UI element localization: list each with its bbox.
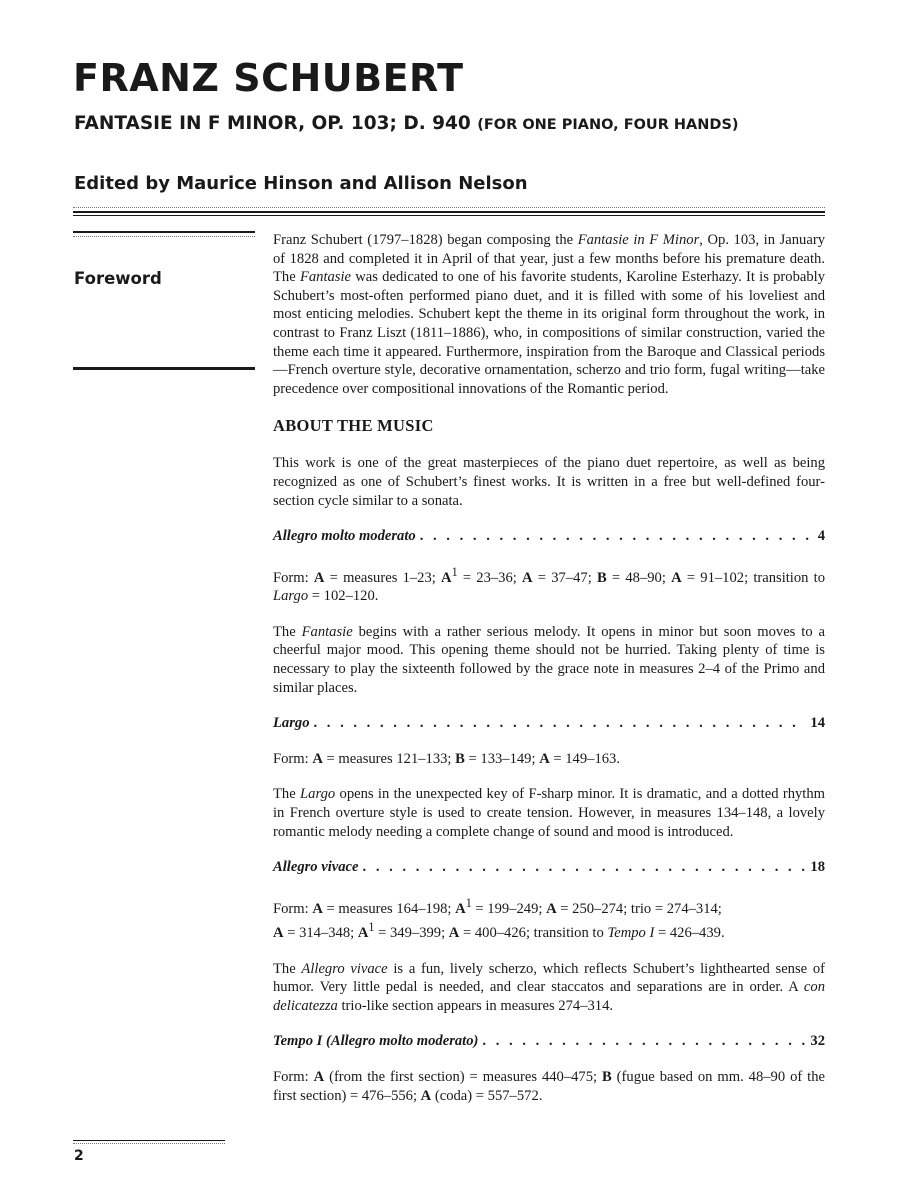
leader-dots xyxy=(363,858,807,877)
section-page: 14 xyxy=(810,715,825,732)
work-subtitle: (FOR ONE PIANO, FOUR HANDS) xyxy=(477,117,739,133)
section-entry xyxy=(273,714,825,733)
section-title: Tempo I (Allegro molto moderato) xyxy=(273,1033,479,1050)
work-title-main: FANTASIE IN F MINOR, OP. 103; D. 940 xyxy=(74,113,471,134)
footer-dotted-rule xyxy=(73,1143,225,1144)
section-form: Form: A = measures 164–198; $A^1 = 199-249$; A = 250–274; trio = 274–314; A = 314–348; $A^1 = 349-399$; A = 400–426; transition to Tempo I = 426–439. xyxy=(273,895,725,942)
header-rule-thick xyxy=(73,211,825,213)
leader-dots xyxy=(313,714,806,733)
editors-line: Edited by Maurice Hinson and Allison Nelson xyxy=(74,173,528,194)
section-description: The Allegro vivace is a fun, lively scherzo, which reflects Schubert’s lighthearted sense of humor. Very little pedal is needed, and clear staccatos and separations are in order. A con delicatezza trio-like section appears in measures 274–314. xyxy=(273,960,825,1014)
header-dotted-rule xyxy=(73,207,825,208)
section-form: Form: A = measures 1–23; $A^1 = 23-36$; A = 37–47; B = 48–90; A = 91–102; transition to Largo = 102–120. xyxy=(273,564,826,605)
sidebar-rule-top xyxy=(73,231,255,233)
page-number: 2 xyxy=(74,1148,84,1164)
section-entry xyxy=(273,527,825,546)
header-rule-thin xyxy=(73,215,825,216)
main-content xyxy=(273,231,825,1105)
footer-rule xyxy=(73,1140,225,1141)
section-page: 4 xyxy=(817,528,825,545)
section-description: The Largo opens in the unexpected key of F-sharp minor. It is dramatic, and a dotted rhythm in French overture style is used to create tension. However, in measures 134–148, a lovely romantic melody needing a complete change of sound and mood is introduced. xyxy=(273,786,825,840)
sidebar-label-foreword: Foreword xyxy=(74,269,162,288)
leader-dots xyxy=(420,527,814,546)
sidebar-dotted-rule xyxy=(73,236,255,237)
section-form: Form: A = measures 121–133; B = 133–149; A = 149–163. xyxy=(273,750,620,767)
section-description: The Fantasie begins with a rather serious melody. It opens in minor but soon moves to a cheerful major mood. This opening theme should not be hurried. Taking plenty of time is necessary to play the sixteenth followed by the grace note in measures 2–4 of the Primo and similar places. xyxy=(273,623,826,696)
section-title: Largo xyxy=(273,715,310,732)
section-form: Form: A (from the first section) = measures 440–475; B (fugue based on mm. 48–90 of the first section) = 476–556; A (coda) = 557–572. xyxy=(273,1068,825,1104)
composer-title: FRANZ SCHUBERT xyxy=(73,56,464,100)
foreword-paragraph: Franz Schubert (1797–1828) began composing the Fantasie in F Minor, Op. 103, in January of 1828 and completed it in April of that year, just a few months before his premature death. The Fantasie was dedicated to one of his favorite students, Karoline Esterhazy. It is probably Schubert’s most-often performed piano duet, and it is filled with some of his loveliest and most enticing melodies. Schubert kept the theme in its original form throughout the work, in contrast to Franz Liszt (1811–1886), who, in compositions of similar construction, varied the theme each time it appeared. Furthermore, inspiration from the Baroque and Classical periods—French overture style, decorative ornamentation, scherzo and trio form, fugal writing—take precedence over compositional innovations of the Romantic period. xyxy=(273,232,825,397)
section-page: 32 xyxy=(810,1033,825,1050)
section-page: 18 xyxy=(810,859,825,876)
about-heading: ABOUT THE MUSIC xyxy=(273,416,434,436)
section-title: Allegro vivace xyxy=(273,859,359,876)
section-entry xyxy=(273,858,825,877)
work-title xyxy=(74,112,739,137)
section-title: Allegro molto moderato xyxy=(273,528,416,545)
leader-dots xyxy=(482,1032,806,1051)
section-entry xyxy=(273,1032,825,1051)
about-intro: This work is one of the great masterpieces of the piano duet repertoire, as well as being recognized as one of Schubert’s finest works. It is written in a free but well-defined four-section cycle similar to a sonata. xyxy=(273,455,825,509)
sidebar-rule-bottom xyxy=(73,367,255,370)
